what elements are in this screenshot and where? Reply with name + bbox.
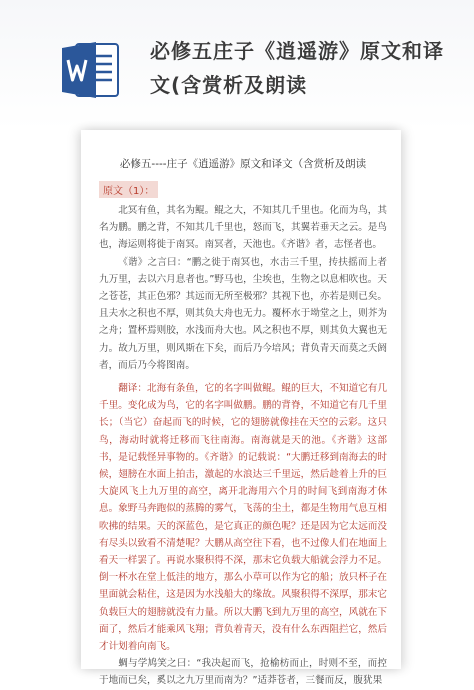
original-paragraph: 北冥有鱼，其名为鲲。鲲之大，不知其几千里也。化而为鸟，其名为鹏。鹏之背，不知其几千里也，怒而飞，其翼若垂天之云。是鸟也，海运则将徙于南冥。南冥者，天池也。《齐谐》者，志怪者也。 bbox=[99, 205, 387, 251]
page-heading: 必修五----庄子《逍遥游》原文和译文（含赏析及朗读 bbox=[119, 158, 367, 170]
document-page bbox=[81, 130, 401, 687]
document-title: 必修五庄子《逍遥游》原文和译文(含赏析及朗读 bbox=[150, 39, 444, 97]
continuation-paragraph: 蜩与学鸠笑之曰：“我决起而飞，抢榆枋而止，时则不至，而控于地而已矣，奚以之九万里而南为？”适莽苍者，三餐而反，腹犹果 bbox=[99, 658, 387, 687]
document-body bbox=[99, 156, 387, 690]
original-paragraph: 《谐》之言曰：“鹏之徙于南冥也，水击三千里，抟扶摇而上者九万里，去以六月息者也。”野马也，尘埃也，生物之以息相吹也。天之苍苍，其正色邪？其远而无所至极邪？其视下也，亦若是则已矣。且夫水之积也不厚，则其负大舟也无力。覆杯水于坳堂之上，则芥为之舟；置杯焉则胶，水浅而舟大也。风之积也不厚，则其负大翼也无力。故九万里，则风斯在下矣，而后乃今培风；背负青天而莫之夭阏者，而后乃今将图南。 bbox=[99, 256, 387, 371]
word-icon bbox=[62, 40, 120, 100]
translation-paragraph: 翻译：北海有条鱼，它的名字叫做鲲。鲲的巨大，不知道它有几千里。变化成为鸟，它的名字叫做鹏。鹏的背脊，不知道它有几千里长；（当它）奋起而飞的时候，它的翅膀就像挂在天空的云彩。这只鸟，海动时就将迁移而飞往南海。南海就是天的池。《齐谐》这部书，是记载怪异事物的。《齐谐》的记载说：“大鹏迁移到南海去的时候，翅膀在水面上拍击，激起的水浪达三千里远，然后趁着上升的巨大旋风飞上九万里的高空，离开北海用六个月的时间飞到南海才休息。象野马奔跑似的蒸腾的雾气，飞荡的尘土，都是生物用气息互相吹拂的结果。天的深蓝色，是它真正的颜色呢？还是因为它太远而没有尽头以致看不清楚呢？大鹏从高空往下看，也不过像人们在地面上看天一样罢了。再说水聚积得不深，那末它负载大船就会浮力不足。倒一杯水在堂上低洼的地方，那么小草可以作为它的船；放只杯子在里面就会粘住，这是因为水浅船大的缘故。风聚积得不深厚，那末它负载巨大的翅膀就没有力量。所以大鹏飞到九万里的高空，风就在下面了，然后才能乘风飞翔；背负着青天，没有什么东西阻拦它，然后才计划着向南飞。 bbox=[99, 383, 387, 653]
section-label: 原文（1）： bbox=[99, 181, 158, 198]
